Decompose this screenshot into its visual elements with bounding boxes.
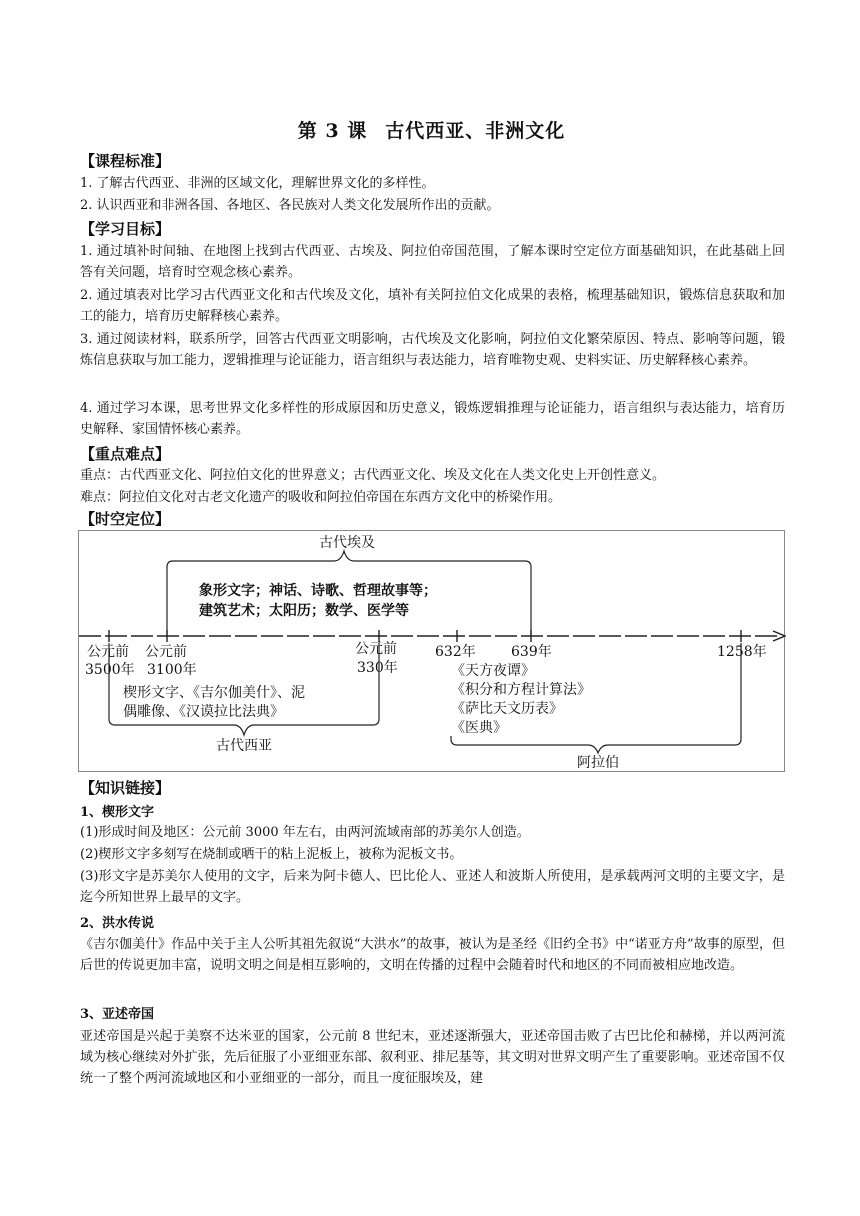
timeline-figure <box>78 530 785 772</box>
timeline-heading: 【时空定位】 <box>80 510 171 528</box>
standards-item-1: 1. 了解古代西亚、非洲的区域文化，理解世界文化的多样性。 <box>80 176 435 191</box>
arab-work-3: 《萨比天文历表》 <box>451 701 563 717</box>
tick-label-330bc-line2: 330年 <box>357 660 398 676</box>
arab-label: 阿拉伯 <box>577 755 619 771</box>
west-asia-label: 古代西亚 <box>216 738 272 754</box>
tick-label-632: 632年 <box>435 644 476 660</box>
cuneiform-title: 1、楔形文字 <box>80 805 155 820</box>
goals-item-4: 4. 通过学习本课，思考世界文化多样性的形成原因和历史意义，锻炼逻辑推理与论证能力，语言组织与表达能力，培育历史解释、家国情怀核心素养。 <box>80 401 785 437</box>
assyria-text: 亚述帝国是兴起于美察不达米亚的国家，公元前 8 世纪末，亚述逐渐强大，亚述帝国击败了古巴比伦和赫梯，并以两河流域为核心继续对外扩张，先后征服了小亚细亚东部、叙利亚、排尼基等，其文明对世界文明产生了重要影响。亚述帝国不仅统一了整个两河流域地区和小亚细亚的一部分，而且一度征服埃及，建 <box>80 1029 785 1086</box>
goals-item-1: 1. 通过填补时间轴、在地图上找到古代西亚、古埃及、阿拉伯帝国范围，了解本课时空定位方面基础知识，在此基础上回答有关问题，培育时空观念核心素养。 <box>80 244 785 280</box>
tick-label-3500bc-line2: 3500年 <box>85 662 135 678</box>
egypt-achievements-line2: 建筑艺术；太阳历；数学、医学等 <box>199 603 409 619</box>
lesson-name: 古代西亚、非洲文化 <box>385 120 566 142</box>
tick-label-3500bc-line1: 公元前 <box>87 644 129 660</box>
tick-label-330bc-line1: 公元前 <box>355 641 397 657</box>
timeline-svg <box>79 531 786 773</box>
tick-label-3100bc-line1: 公元前 <box>145 644 187 660</box>
key-point: 重点：古代西亚文化、阿拉伯文化的世界意义；古代西亚文化、埃及文化在人类文化史上开创性意义。 <box>80 468 666 483</box>
cuneiform-item-3: (3)形文字是苏美尔人使用的文字，后来为阿卡德人、巴比伦人、亚述人和波斯人所使用，是承载两河文明的主要文字，是迄今所知世界上最早的文字。 <box>80 869 785 905</box>
goals-item-3: 3. 通过阅读材料，联系所学，回答古代西亚文明影响，古代埃及文化影响，阿拉伯文化繁荣原因、特点、影响等问题，锻炼信息获取与加工能力，逻辑推理与论证能力，语言组织与表达能力，培育唯物史观、史料实证、历史解释核心素养。 <box>80 332 785 368</box>
key-points-heading: 【重点难点】 <box>80 445 171 463</box>
egypt-achievements-line1: 象形文字；神话、诗歌、哲理故事等； <box>199 583 437 599</box>
arab-work-4: 《医典》 <box>451 720 507 736</box>
arab-brace <box>451 643 741 753</box>
goals-heading: 【学习目标】 <box>80 220 171 238</box>
arab-work-1: 《天方夜谭》 <box>451 663 535 679</box>
west-asia-achievements-line1: 楔形文字、《吉尔伽美什》、泥 <box>123 685 305 701</box>
standards-item-2: 2. 认识西亚和非洲各国、各地区、各民族对人类文化发展所作出的贡献。 <box>80 198 500 213</box>
cuneiform-item-1: (1)形成时间及地区：公元前 3000 年左右，由两河流域南部的苏美尔人创造。 <box>80 825 530 840</box>
tick-label-3100bc-line2: 3100年 <box>147 662 197 678</box>
tick-label-639: 639年 <box>511 644 552 660</box>
standards-heading: 【课程标准】 <box>80 152 171 170</box>
egypt-label: 古代埃及 <box>319 535 375 551</box>
page-title <box>78 116 785 143</box>
knowledge-heading: 【知识链接】 <box>80 779 171 797</box>
cuneiform-item-2: (2)楔形文字多刻写在烧制或晒干的粘上泥板上，被称为泥板文书。 <box>80 847 463 862</box>
flood-title: 2、洪水传说 <box>80 916 155 931</box>
assyria-title: 3、亚述帝国 <box>80 1007 155 1022</box>
arab-work-2: 《积分和方程计算法》 <box>451 682 591 698</box>
flood-text: 《吉尔伽美什》作品中关于主人公听其祖先叙说“大洪水”的故事，被认为是圣经《旧约全书》中“诺亚方舟”故事的原型，但后世的传说更加丰富，说明文明之间是相互影响的，文明在传播的过程中会随着时代和地区的不同而被相应地改造。 <box>80 937 785 973</box>
goals-item-2: 2. 通过填表对比学习古代西亚文化和古代埃及文化，填补有关阿拉伯文化成果的表格，梳理基础知识，锻炼信息获取和加工的能力，培育历史解释核心素养。 <box>80 288 785 324</box>
difficult-point: 难点：阿拉伯文化对古老文化遗产的吸收和阿拉伯帝国在东西方文化中的桥梁作用。 <box>80 490 562 505</box>
tick-label-1258: 1258年 <box>717 644 767 660</box>
west-asia-achievements-line2: 偶雕像、《汉谟拉比法典》 <box>123 704 284 720</box>
lesson-number: 第 3 课 <box>297 120 368 142</box>
